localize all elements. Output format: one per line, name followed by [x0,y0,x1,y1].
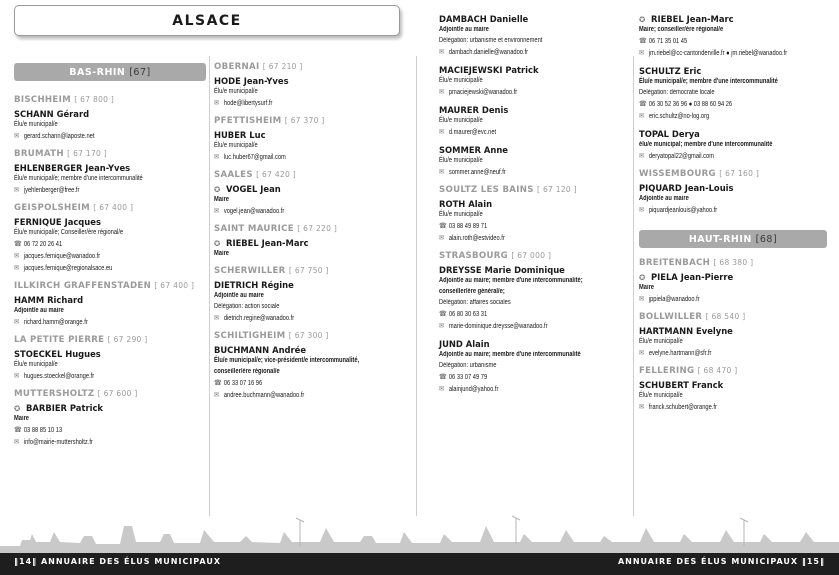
town-header: BRUMATH [ 67 170 ] [14,149,108,159]
email-line[interactable]: ✉ evelyne.hartmann@sfr.fr [639,348,712,357]
elu-name: TOPAL Derya [639,129,700,139]
mail-icon: ✉ [14,131,20,140]
mail-icon: ✉ [439,47,445,56]
mail-icon: ✉ [439,384,445,393]
email-line[interactable]: ✉ franck.schubert@orange.fr [639,402,717,411]
elu-name: HARTMANN Evelyne [639,326,733,336]
town-header: FELLERING [ 68 470 ] [639,366,738,376]
town-header: PFETTISHEIM [ 67 370 ] [214,116,325,126]
email-line[interactable]: ✉ alain.roth@estvideo.fr [439,233,505,242]
mail-icon: ✉ [214,152,220,161]
mail-icon: ✉ [14,251,20,260]
elu-name: EHLENBERGER Jean-Yves [14,163,131,173]
mail-icon: ✉ [214,206,220,215]
mail-icon: ✉ [14,185,20,194]
email-line[interactable]: ✉ hode@libertysurf.fr [214,98,273,107]
email-line[interactable]: ✉ info@mairie-muttersholtz.fr [14,437,93,446]
elu-role: Élu/e municipal/e [439,157,483,164]
footer-right: ANNUAIRE DES ÉLUS MUNICIPAUX ‖15‖ [617,557,825,566]
mail-icon: ✉ [639,111,645,120]
town-header: OBERNAI [ 67 210 ] [214,62,303,72]
elu-role: Élu/e municipal/e [14,121,58,128]
town-header: MUTTERSHOLTZ [ 67 600 ] [14,389,138,399]
email-line[interactable]: ✉ jm.riebel@cc-cantonderville.fr ● jm.riebel@wanadoo.fr [639,48,788,57]
elu-name: ✪ BARBIER Patrick [14,403,104,413]
mail-icon: ✉ [639,348,645,357]
dept-header-bas-rhin: BAS-RHIN [ 67 ] [14,63,206,81]
email-line[interactable]: ✉ sommer.anne@neuf.fr [439,167,506,176]
mail-icon: ✉ [14,317,20,326]
elu-name: SCHULTZ Eric [639,66,702,76]
column-2 [214,62,410,401]
elu-name: HAMM Richard [14,295,84,305]
elu-role: Élu/e municipal/e; vice-président/e intercommunalité, [214,357,360,364]
email-line[interactable]: ✉ dambach.danielle@wanadoo.fr [439,47,529,56]
elu-name: SCHUBERT Franck [639,380,724,390]
phone-icon: ☎ [639,36,647,45]
elu-name: HODE Jean-Yves [214,76,289,86]
email-line[interactable]: ✉ dietrich.regine@wanadoo.fr [214,313,295,322]
page-title-box [14,5,400,36]
page-divider [416,56,417,516]
email-line[interactable]: ✉ jppiela@wanadoo.fr [639,294,700,303]
email-line[interactable]: ✉ andree.buchmann@wanadoo.fr [214,390,305,399]
elu-role: Adjoint/e au maire; membre d'une intercommunalité; [439,277,583,284]
elu-role: Adjoint/e au maire; membre d'une intercommunalité [439,351,581,358]
delegation-line: Délégation: urbanisme et environnement [439,37,543,44]
page-title: ALSACE [172,12,242,29]
town-header: SCHERWILLER [ 67 750 ] [214,266,329,276]
elu-name: BUCHMANN Andrée [214,345,307,355]
mayor-badge-icon: ✪ [214,239,221,248]
elu-role: Élu/e municipal/e; Conseiller/ère régional/e [14,229,124,236]
elu-name: SOMMER Anne [439,145,508,155]
mail-icon: ✉ [439,321,445,330]
phone-icon: ☎ [14,425,22,434]
phone-icon: ☎ [439,309,447,318]
email-line[interactable]: ✉ deryatopal22@gmail.com [639,151,715,160]
mail-icon: ✉ [639,402,645,411]
phone-line: ☎ 06 33 07 16 96 [214,378,263,387]
email-line[interactable]: ✉ richard.hamm@orange.fr [14,317,88,326]
dept-header-haut-rhin: HAUT-RHIN [ 68 ] [639,230,827,248]
email-line[interactable]: ✉ vogel.jean@wanadoo.fr [214,206,285,215]
elu-role: Élu/e municipal/e [214,142,258,149]
phone-line: ☎ 06 72 20 26 41 [14,239,63,248]
mail-icon: ✉ [14,437,20,446]
delegation-line: Délégation: affaires sociales [439,299,511,306]
email-line[interactable]: ✉ hugues.stoeckel@orange.fr [14,371,95,380]
elu-role: Élu/e municipal/e; membre d'une intercommunalité [639,78,778,85]
email-line[interactable]: ✉ eric.schultz@no-log.org [639,111,710,120]
elu-role: Adjoint/e au maire [214,292,264,299]
elu-role: Élu/e municipal/e; membre d'une intercommunalité [14,175,143,182]
mail-icon: ✉ [214,313,220,322]
town-header: STRASBOURG [ 67 000 ] [439,251,552,261]
elu-name: HUBER Luc [214,130,266,140]
mayor-badge-icon: ✪ [639,273,646,282]
phone-icon: ☎ [439,372,447,381]
phone-line: ☎ 03 88 85 10 13 [14,425,63,434]
elu-role: Élu/e municipal/e [439,211,483,218]
mail-icon: ✉ [639,151,645,160]
town-header: WISSEMBOURG [ 67 160 ] [639,169,760,179]
elu-name: ✪ RIEBEL Jean-Marc [214,238,309,248]
elu-name: DIETRICH Régine [214,280,294,290]
mail-icon: ✉ [214,390,220,399]
email-line[interactable]: ✉ d.maurer@evc.net [439,127,497,136]
phone-icon: ☎ [214,378,222,387]
town-header: BISCHHEIM [ 67 800 ] [14,95,115,105]
delegation-line: Délégation: démocratie locale [639,89,715,96]
mail-icon: ✉ [439,167,445,176]
elu-role: Élu/e municipal/e [14,361,58,368]
mayor-badge-icon: ✪ [14,404,21,413]
town-header: SAALES [ 67 420 ] [214,170,297,180]
elu-role: Maire [14,415,30,422]
column-divider [209,56,210,516]
column-1 [14,63,206,448]
email-line[interactable]: ✉ luc.huber67@gmail.com [214,152,286,161]
mail-icon: ✉ [439,127,445,136]
town-header: SCHILTIGHEIM [ 67 300 ] [214,331,329,341]
phone-icon: ☎ [439,221,447,230]
town-header: ILLKIRCH GRAFFENSTADEN [ 67 400 ] [14,281,195,291]
elu-name: ✪ VOGEL Jean [214,184,281,194]
elu-role: Maire [214,196,230,203]
mail-icon: ✉ [439,87,445,96]
town-header: SOULTZ LES BAINS [ 67 120 ] [439,185,577,195]
mail-icon: ✉ [639,48,645,57]
elu-role: Adjoint/e au maire [639,195,689,202]
mail-icon: ✉ [639,205,645,214]
skyline-illustration [0,512,839,554]
column-4 [639,14,827,413]
phone-line: ☎ 06 71 35 01 45 [639,36,688,45]
column-divider [633,56,634,516]
elu-role: Élu/e municipal/e [639,338,683,345]
town-header: BREITENBACH [ 68 380 ] [639,258,754,268]
email-line[interactable]: ✉ alainjund@yahoo.fr [439,384,499,393]
elu-role: Élu/e municipal/e [639,392,683,399]
email-line[interactable]: ✉ jacques.fernique@wanadoo.fr [14,251,101,260]
mail-icon: ✉ [14,371,20,380]
elu-name: JUND Alain [439,339,490,349]
elu-name: SCHANN Gérard [14,109,90,119]
town-header: SAINT MAURICE [ 67 220 ] [214,224,338,234]
mail-icon: ✉ [639,294,645,303]
elu-role: conseiller/ère régional/e [214,368,280,375]
elu-name: DREYSSE Marie Dominique [439,265,565,275]
phone-line: ☎ 06 30 52 36 96 ● 03 88 60 94 26 [639,99,733,108]
elu-role: conseiller/ère général/e; [439,288,505,295]
elu-name: PIQUARD Jean-Louis [639,183,734,193]
town-header: LA PETITE PIERRE [ 67 290 ] [14,335,148,345]
elu-name: FERNIQUE Jacques [14,217,101,227]
email-line[interactable]: ✉ piquardjeanlouis@yahoo.fr [639,205,718,214]
phone-icon: ☎ [639,99,647,108]
elu-name: MACIEJEWSKI Patrick [439,65,539,75]
email-line[interactable]: ✉ jacques.fernique@regionalsace.eu [14,263,113,272]
elu-name: MAURER Denis [439,105,509,115]
email-line[interactable]: ✉ jyehlenberger@free.fr [14,185,80,194]
phone-line: ☎ 06 33 07 49 79 [439,372,488,381]
delegation-line: Délégation: urbanisme [439,362,497,369]
elu-role: Maire [214,250,230,257]
elu-name: ROTH Alain [439,199,493,209]
elu-name: DAMBACH Danielle [439,14,529,24]
elu-role: Maire [639,284,655,291]
email-line[interactable]: ✉ pmaciejewski@wanadoo.fr [439,87,518,96]
phone-line: ☎ 06 80 30 63 31 [439,309,488,318]
mail-icon: ✉ [439,233,445,242]
elu-name: ✪ PIELA Jean-Pierre [639,272,734,282]
town-header: GEISPOLSHEIM [ 67 400 ] [14,203,134,213]
elu-name: ✪ RIEBEL Jean-Marc [639,14,734,24]
email-line[interactable]: ✉ marie-dominique.dreysse@wanadoo.fr [439,321,548,330]
phone-icon: ☎ [14,239,22,248]
elu-role: Maire; conseiller/ère régional/e [639,26,724,33]
mayor-badge-icon: ✪ [639,15,646,24]
elu-role: Adjoint/e au maire [439,26,489,33]
elu-role: élu/e municipal; membre d'une intercommunalité [639,141,773,148]
mayor-badge-icon: ✪ [214,185,221,194]
mail-icon: ✉ [214,98,220,107]
elu-role: Adjoint/e au maire [14,307,64,314]
column-3 [439,14,631,395]
town-header: BOLLWILLER [ 68 540 ] [639,312,746,322]
mail-icon: ✉ [14,263,20,272]
elu-role: Élu/e municipal/e [439,77,483,84]
footer-left: ‖14‖ ANNUAIRE DES ÉLUS MUNICIPAUX [14,557,222,566]
delegation-line: Délégation: action sociale [214,303,280,310]
elu-name: STOECKEL Hugues [14,349,101,359]
elu-role: Élu/e municipal/e [439,117,483,124]
phone-line: ☎ 03 88 49 89 71 [439,221,488,230]
email-line[interactable]: ✉ gerard.schann@laposte.net [14,131,95,140]
elu-role: Élu/e municipal/e [214,88,258,95]
